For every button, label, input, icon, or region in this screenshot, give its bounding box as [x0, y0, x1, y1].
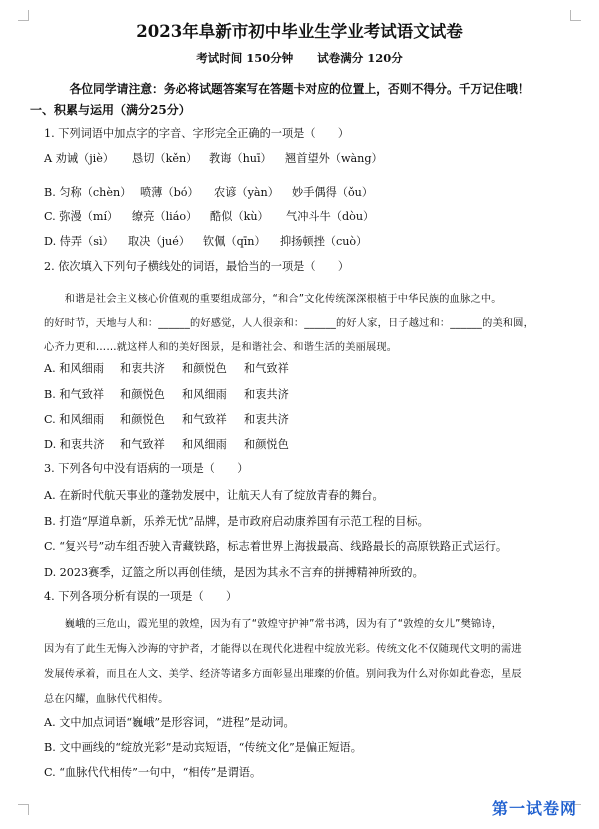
q2-option: B. 和气致祥 [44, 388, 105, 401]
q3-option: B. 打造“厚道阜新，乐养无忧”品牌，是市政府启动康养国有示范工程的目标。 [44, 515, 429, 528]
q1-option: 取决（jué） [128, 235, 191, 248]
exam-title: 2023年阜新市初中毕业生学业考试语文试卷 [136, 22, 463, 41]
q4-option: A. 文中加点词语“巍峨”是形容词，“进程”是动词。 [44, 716, 295, 729]
q1-option: 妙手偶得（ǒu） [292, 186, 374, 199]
q2-option: 和颜悦色 [120, 388, 165, 401]
crop-mark-bottom-left [18, 804, 29, 815]
q1-option: 教诲（huī） [209, 152, 272, 165]
section-title: 一、积累与运用（满分25分） [30, 103, 191, 117]
q1-option: 缭亮（liáo） [132, 210, 198, 223]
q2-option: A. 和风细雨 [44, 362, 104, 375]
q2-option: 和气致祥 [244, 362, 289, 375]
q2-option: 和风细雨 [182, 388, 227, 401]
q1-option: D. 侍弄（sì） [44, 235, 114, 248]
q2-passage-line: 心齐力更和……就这样人和的美好图景，是和谐社会、和谐生活的美丽展现。 [44, 342, 398, 353]
q4-option: C. “血脉代代相传”一句中，“相传”是谓语。 [44, 766, 262, 779]
q4-stem: 4. 下列各项分析有误的一项是（ ） [44, 590, 238, 603]
q2-option: 和衷共济 [120, 362, 165, 375]
site-logo: 第一试卷网 [491, 799, 577, 818]
q1-option: 翘首望外（wàng） [285, 152, 383, 165]
q2-option: 和颜悦色 [244, 438, 289, 451]
q1-option: 恳切（kěn） [132, 152, 198, 165]
q2-option: C. 和风细雨 [44, 413, 105, 426]
q2-option: 和气致祥 [182, 413, 227, 426]
q2-option: 和衷共济 [244, 413, 289, 426]
q4-passage-line: 因为有了此生无悔入沙海的守护者，才能得以在现代化进程中绽放光彩。传统文化不仅随现代文明的需进 [44, 644, 522, 655]
q2-option: 和衷共济 [244, 388, 289, 401]
q2-option: 和气致祥 [120, 438, 165, 451]
q1-option: B. 匀称（chèn） [44, 186, 132, 199]
q1-option: C. 弥漫（mí） [44, 210, 119, 223]
exam-meta [0, 50, 599, 66]
q2-option: 和颜悦色 [120, 413, 165, 426]
q4-passage-line: 发展传承着，而且在人文、美学、经济等诸多方面彰显出璀璨的价值。别问我为什么对你如此眷恋，星辰 [44, 669, 522, 680]
q2-passage-line: 和谐是社会主义核心价值观的重要组成部分，“和合”文化传统深深根植于中华民族的血脉之中。 [44, 294, 502, 305]
q1-option: 农谚（yàn） [214, 186, 279, 199]
exam-time: 考试时间 150分钟 [196, 51, 294, 65]
q3-option: A. 在新时代航天事业的蓬勃发展中，让航天人有了绽放青春的舞台。 [44, 489, 384, 502]
q3-stem: 3. 下列各句中没有语病的一项是（ ） [44, 462, 249, 475]
q1-option: 气冲斗牛（dòu） [286, 210, 375, 223]
q1-option: 抑扬顿挫（cuò） [280, 235, 368, 248]
q3-option: C. “复兴号”动车组否驶入青藏铁路，标志着世界上海拔最高、线路最长的高原铁路正式运行。 [44, 540, 508, 553]
q1-option: 钦佩（qīn） [203, 235, 266, 248]
q1-stem: 1. 下列词语中加点字的字音、字形完全正确的一项是（ ） [44, 127, 350, 140]
q3-option: D. 2023赛季，辽篮之所以再创佳绩，是因为其永不言弃的拼搏精神所致的。 [44, 566, 424, 579]
q2-option: 和风细雨 [182, 438, 227, 451]
q2-stem: 2. 依次填入下列句子横线处的词语，最恰当的一项是（ ） [44, 260, 350, 273]
q2-option: D. 和衷共济 [44, 438, 105, 451]
exam-notice: 各位同学请注意：务必将试题答案写在答题卡对应的位置上，否则不得分。千万记住哦！ [69, 82, 530, 96]
q4-passage-line: 巍峨的三危山，霞光里的敦煌，因为有了“敦煌守护神”常书鸿，因为有了“敦煌的女儿”樊锦诗， [44, 619, 503, 630]
exam-full-score: 试卷满分 120分 [317, 51, 403, 65]
q2-passage-line: 的好时节，天地与人和：______的好感觉，人人很亲和：______的好人家，日子越过和：______的美和圆， [44, 318, 535, 329]
q2-option: 和颜悦色 [182, 362, 227, 375]
q1-option: A 劝诫（jiè） [44, 152, 115, 165]
q4-passage-line: 总在闪耀，血脉代代相传。 [44, 694, 169, 705]
q1-option: 喷薄（bó） [140, 186, 199, 199]
q4-option: B. 文中画线的“绽放光彩”是动宾短语，“传统文化”是偏正短语。 [44, 741, 362, 754]
q1-option: 酷似（kù） [210, 210, 269, 223]
